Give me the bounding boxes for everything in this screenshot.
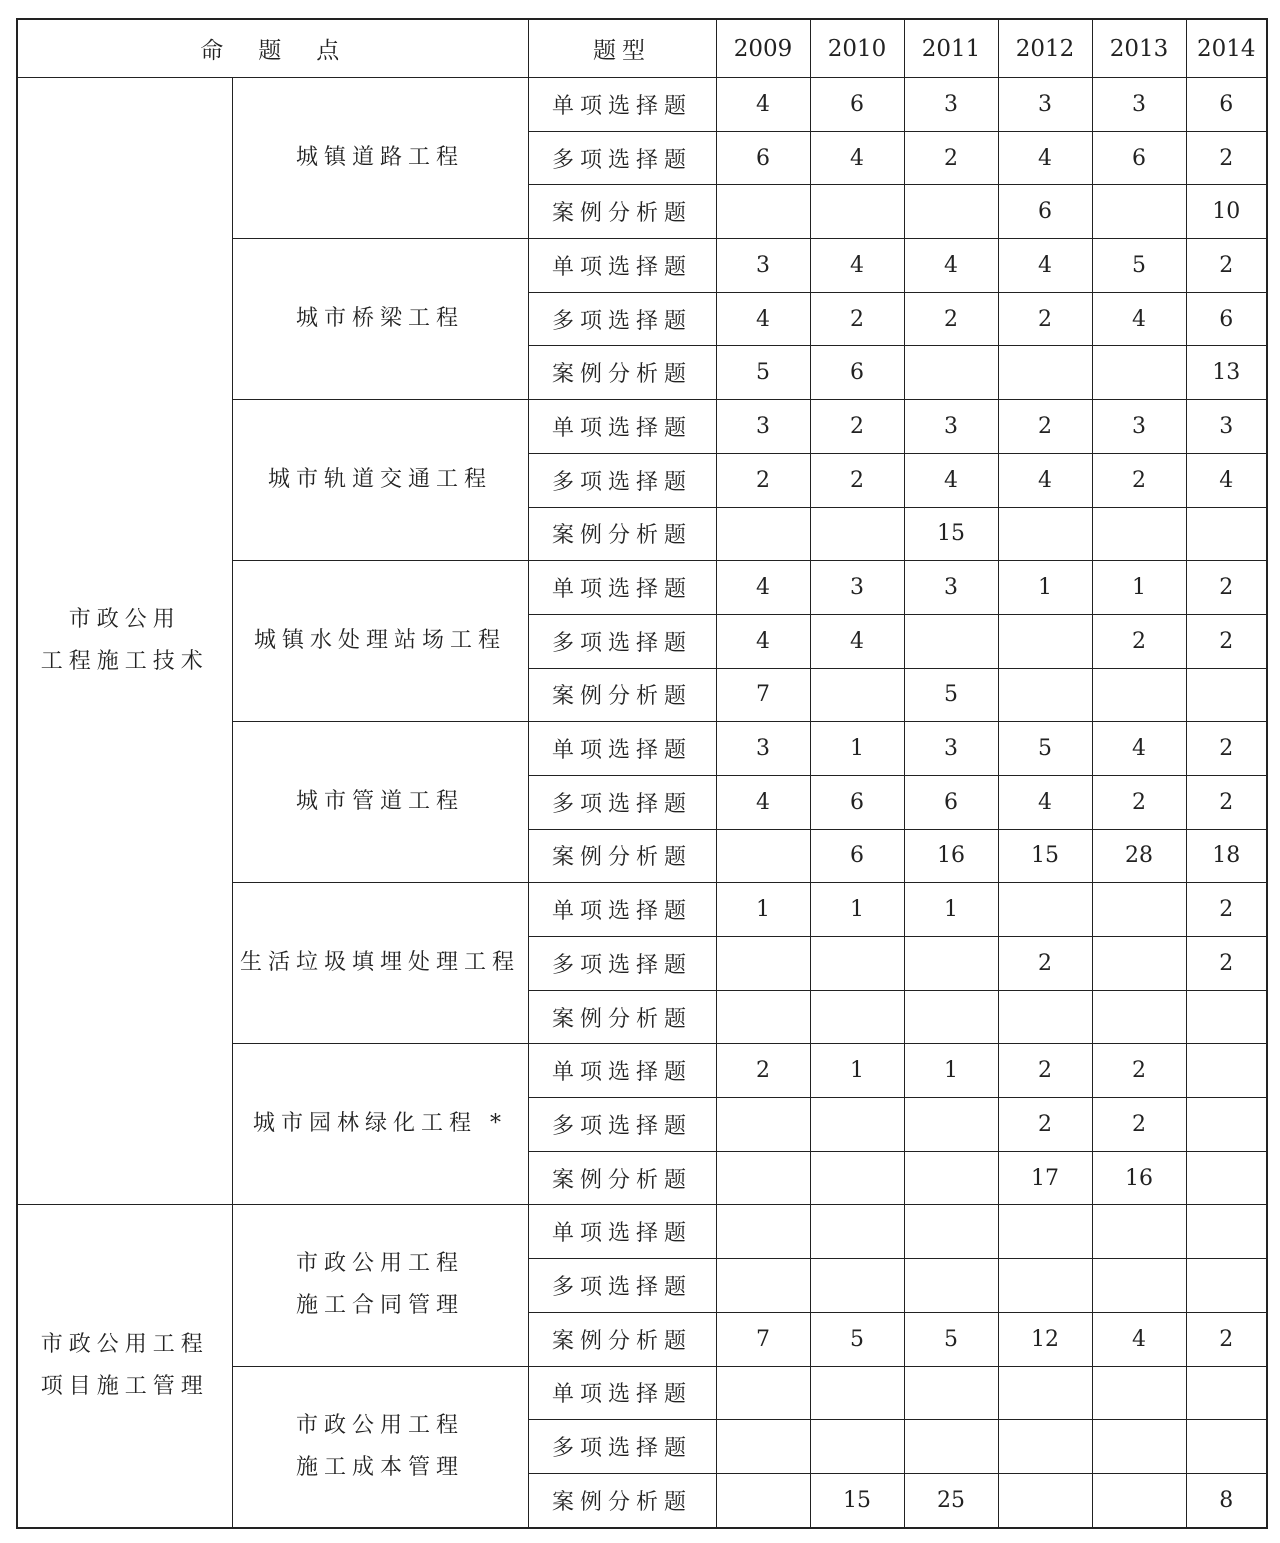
question-type-cell: 单项选择题 — [528, 1366, 716, 1420]
score-cell — [716, 1259, 810, 1313]
score-cell — [810, 1151, 904, 1205]
score-cell: 3 — [1186, 400, 1267, 454]
score-cell: 2 — [1186, 131, 1267, 185]
score-cell — [716, 1151, 810, 1205]
score-cell — [1186, 1259, 1267, 1313]
question-type-cell: 案例分析题 — [528, 990, 716, 1044]
score-cell: 13 — [1186, 346, 1267, 400]
score-cell: 3 — [904, 722, 998, 776]
score-cell — [904, 1420, 998, 1474]
question-type-cell: 单项选择题 — [528, 400, 716, 454]
score-cell: 2 — [1092, 614, 1186, 668]
category-label: 市政公用 — [68, 607, 181, 633]
question-type-cell: 单项选择题 — [528, 1205, 716, 1259]
score-cell: 5 — [904, 668, 998, 722]
score-cell — [1092, 883, 1186, 937]
topic-cell — [232, 239, 528, 400]
score-cell: 2 — [1186, 883, 1267, 937]
score-cell — [998, 1420, 1092, 1474]
score-cell: 3 — [1092, 78, 1186, 132]
score-cell: 3 — [904, 78, 998, 132]
category-cell — [17, 1205, 232, 1528]
score-cell: 16 — [904, 829, 998, 883]
score-cell: 2 — [998, 937, 1092, 991]
topic-label: 施工合同管理 — [295, 1293, 464, 1319]
score-cell: 3 — [716, 400, 810, 454]
question-type-cell: 多项选择题 — [528, 292, 716, 346]
score-cell: 3 — [998, 78, 1092, 132]
score-cell: 10 — [1186, 185, 1267, 239]
score-cell: 4 — [904, 453, 998, 507]
score-cell — [998, 668, 1092, 722]
score-cell — [716, 937, 810, 991]
score-cell — [904, 185, 998, 239]
topic-cell — [232, 1044, 528, 1205]
header-row — [17, 19, 1267, 78]
question-type-cell: 单项选择题 — [528, 883, 716, 937]
category-label: 项目施工管理 — [40, 1374, 209, 1399]
score-cell: 2 — [1186, 722, 1267, 776]
score-cell: 1 — [998, 561, 1092, 615]
question-type-cell: 多项选择题 — [528, 1420, 716, 1474]
topic-cell — [232, 561, 528, 722]
score-cell — [1186, 1098, 1267, 1152]
score-cell: 2 — [1186, 561, 1267, 615]
score-cell — [810, 185, 904, 239]
year-header: 2009 — [716, 19, 810, 78]
score-cell: 15 — [810, 1473, 904, 1527]
score-cell: 5 — [904, 1312, 998, 1366]
question-type-cell: 多项选择题 — [528, 1098, 716, 1152]
score-cell: 2 — [998, 1098, 1092, 1152]
score-cell — [1186, 507, 1267, 561]
score-cell — [716, 990, 810, 1044]
score-cell — [1092, 937, 1186, 991]
table-row — [17, 1205, 1267, 1259]
score-cell: 5 — [716, 346, 810, 400]
score-cell: 4 — [998, 239, 1092, 293]
score-cell: 2 — [1092, 1098, 1186, 1152]
score-cell: 1 — [810, 1044, 904, 1098]
score-cell: 6 — [810, 829, 904, 883]
score-cell — [1092, 1259, 1186, 1313]
score-cell: 3 — [904, 561, 998, 615]
score-cell — [1092, 346, 1186, 400]
score-cell — [1092, 1205, 1186, 1259]
score-cell — [904, 1366, 998, 1420]
score-cell — [810, 668, 904, 722]
question-type-cell: 案例分析题 — [528, 507, 716, 561]
score-cell — [716, 1473, 810, 1527]
score-cell — [904, 614, 998, 668]
question-type-cell: 单项选择题 — [528, 78, 716, 132]
score-cell — [904, 1259, 998, 1313]
score-cell — [716, 1420, 810, 1474]
score-cell: 1 — [904, 1044, 998, 1098]
question-type-cell: 多项选择题 — [528, 1259, 716, 1313]
score-cell: 4 — [998, 131, 1092, 185]
topic-label: 城镇道路工程 — [295, 145, 464, 171]
score-cell: 2 — [998, 400, 1092, 454]
score-cell — [1186, 1366, 1267, 1420]
score-cell — [1186, 1420, 1267, 1474]
score-cell: 17 — [998, 1151, 1092, 1205]
score-cell: 4 — [998, 453, 1092, 507]
score-cell — [810, 1205, 904, 1259]
question-type-cell: 多项选择题 — [528, 131, 716, 185]
topic-label: 城市管道工程 — [295, 789, 464, 815]
score-cell — [904, 346, 998, 400]
question-type-cell: 多项选择题 — [528, 614, 716, 668]
score-cell: 5 — [810, 1312, 904, 1366]
topic-label: 施工成本管理 — [295, 1454, 464, 1480]
table-row — [17, 78, 1267, 132]
score-cell: 2 — [1092, 775, 1186, 829]
score-cell — [904, 1205, 998, 1259]
score-cell: 8 — [1186, 1473, 1267, 1527]
score-cell: 4 — [716, 614, 810, 668]
score-cell: 28 — [1092, 829, 1186, 883]
score-cell: 2 — [716, 453, 810, 507]
score-cell: 18 — [1186, 829, 1267, 883]
topic-label: 城镇水处理站场工程 — [253, 628, 506, 654]
score-cell: 6 — [810, 346, 904, 400]
score-cell — [1186, 668, 1267, 722]
score-cell — [1092, 1366, 1186, 1420]
score-cell: 2 — [904, 292, 998, 346]
topic-header: 命 题 点 — [17, 19, 528, 78]
score-cell — [716, 1205, 810, 1259]
score-cell: 6 — [810, 775, 904, 829]
score-cell: 6 — [810, 78, 904, 132]
score-cell — [810, 1366, 904, 1420]
question-type-cell: 案例分析题 — [528, 185, 716, 239]
topic-cell — [232, 1366, 528, 1528]
year-header: 2013 — [1092, 19, 1186, 78]
score-cell: 1 — [904, 883, 998, 937]
score-cell: 4 — [716, 775, 810, 829]
score-cell — [998, 1473, 1092, 1527]
score-cell: 15 — [998, 829, 1092, 883]
score-cell: 2 — [998, 292, 1092, 346]
score-cell: 2 — [810, 292, 904, 346]
score-cell: 5 — [998, 722, 1092, 776]
year-header: 2014 — [1186, 19, 1267, 78]
score-cell: 4 — [716, 292, 810, 346]
question-type-cell: 单项选择题 — [528, 1044, 716, 1098]
score-cell — [810, 937, 904, 991]
topic-label: 城市轨道交通工程 — [267, 467, 492, 493]
score-cell: 6 — [904, 775, 998, 829]
score-cell: 1 — [810, 883, 904, 937]
score-cell: 2 — [1092, 1044, 1186, 1098]
score-cell: 2 — [1186, 937, 1267, 991]
score-cell: 4 — [716, 78, 810, 132]
score-cell — [998, 1366, 1092, 1420]
score-cell — [810, 1420, 904, 1474]
score-cell: 16 — [1092, 1151, 1186, 1205]
topic-label: 市政公用工程 — [295, 1412, 464, 1438]
score-cell — [810, 1259, 904, 1313]
year-header: 2012 — [998, 19, 1092, 78]
score-cell — [1186, 1044, 1267, 1098]
question-type-cell: 案例分析题 — [528, 1151, 716, 1205]
score-cell: 4 — [1092, 292, 1186, 346]
score-cell — [998, 990, 1092, 1044]
question-type-cell: 案例分析题 — [528, 346, 716, 400]
question-type-cell: 单项选择题 — [528, 239, 716, 293]
category-label: 市政公用工程 — [40, 1332, 209, 1357]
question-type-cell: 单项选择题 — [528, 561, 716, 615]
score-cell — [1092, 1473, 1186, 1527]
topic-cell — [232, 883, 528, 1044]
score-cell: 2 — [904, 131, 998, 185]
score-cell: 3 — [904, 400, 998, 454]
score-cell: 25 — [904, 1473, 998, 1527]
score-cell: 4 — [904, 239, 998, 293]
score-cell: 2 — [998, 1044, 1092, 1098]
question-type-cell: 案例分析题 — [528, 668, 716, 722]
question-type-cell: 多项选择题 — [528, 453, 716, 507]
score-cell: 4 — [810, 614, 904, 668]
score-cell — [1092, 1420, 1186, 1474]
score-cell: 7 — [716, 1312, 810, 1366]
topic-cell — [232, 1205, 528, 1366]
score-cell: 7 — [716, 668, 810, 722]
score-cell: 4 — [716, 561, 810, 615]
question-type-cell: 多项选择题 — [528, 937, 716, 991]
score-cell — [1186, 990, 1267, 1044]
score-cell: 4 — [1186, 453, 1267, 507]
score-cell — [810, 990, 904, 1044]
topic-cell — [232, 722, 528, 883]
score-cell — [716, 507, 810, 561]
question-type-cell: 单项选择题 — [528, 722, 716, 776]
score-cell: 4 — [1092, 722, 1186, 776]
score-cell — [998, 1205, 1092, 1259]
score-cell — [904, 990, 998, 1044]
year-header: 2011 — [904, 19, 998, 78]
score-cell — [904, 1098, 998, 1152]
score-cell: 12 — [998, 1312, 1092, 1366]
question-type-cell: 案例分析题 — [528, 1473, 716, 1527]
score-cell: 3 — [716, 239, 810, 293]
score-cell — [1092, 185, 1186, 239]
category-cell — [17, 78, 232, 1205]
score-cell: 4 — [998, 775, 1092, 829]
score-cell: 2 — [1186, 1312, 1267, 1366]
topic-label: 城市桥梁工程 — [295, 306, 464, 332]
score-cell: 1 — [716, 883, 810, 937]
score-cell — [716, 829, 810, 883]
score-cell — [1092, 668, 1186, 722]
topic-label: 生活垃圾填埋处理工程 — [239, 950, 520, 976]
score-cell: 4 — [810, 131, 904, 185]
score-cell: 6 — [1092, 131, 1186, 185]
score-cell — [904, 937, 998, 991]
score-cell — [1092, 507, 1186, 561]
score-cell — [810, 1098, 904, 1152]
score-cell: 3 — [716, 722, 810, 776]
exam-statistics-table — [16, 18, 1268, 1529]
score-cell: 6 — [716, 131, 810, 185]
score-cell — [1186, 1151, 1267, 1205]
question-type-cell: 案例分析题 — [528, 1312, 716, 1366]
score-cell: 6 — [1186, 292, 1267, 346]
score-cell: 2 — [1186, 239, 1267, 293]
score-cell: 2 — [810, 453, 904, 507]
score-cell — [998, 883, 1092, 937]
score-cell — [998, 614, 1092, 668]
table-body — [17, 78, 1267, 1528]
topic-cell — [232, 78, 528, 239]
score-cell — [998, 346, 1092, 400]
score-cell — [998, 507, 1092, 561]
score-cell: 3 — [1092, 400, 1186, 454]
score-cell — [716, 185, 810, 239]
score-cell: 4 — [1092, 1312, 1186, 1366]
category-label: 工程施工技术 — [40, 649, 209, 675]
question-type-cell: 多项选择题 — [528, 775, 716, 829]
year-header: 2010 — [810, 19, 904, 78]
score-cell — [810, 507, 904, 561]
score-cell: 1 — [810, 722, 904, 776]
topic-cell — [232, 400, 528, 561]
question-type-cell: 案例分析题 — [528, 829, 716, 883]
topic-label: 市政公用工程 — [295, 1251, 464, 1277]
score-cell: 6 — [1186, 78, 1267, 132]
score-cell: 6 — [998, 185, 1092, 239]
score-cell: 5 — [1092, 239, 1186, 293]
score-cell: 1 — [1092, 561, 1186, 615]
topic-label: 城市园林绿化工程 * — [253, 1111, 507, 1137]
score-cell — [904, 1151, 998, 1205]
score-cell — [716, 1098, 810, 1152]
question-type-header: 题型 — [528, 19, 716, 78]
score-cell: 15 — [904, 507, 998, 561]
score-cell — [716, 1366, 810, 1420]
score-cell: 2 — [716, 1044, 810, 1098]
score-cell — [1092, 990, 1186, 1044]
score-cell: 4 — [810, 239, 904, 293]
score-cell: 2 — [1186, 775, 1267, 829]
score-cell: 3 — [810, 561, 904, 615]
score-cell: 2 — [1186, 614, 1267, 668]
score-cell — [998, 1259, 1092, 1313]
score-cell: 2 — [810, 400, 904, 454]
score-cell — [1186, 1205, 1267, 1259]
score-cell: 2 — [1092, 453, 1186, 507]
